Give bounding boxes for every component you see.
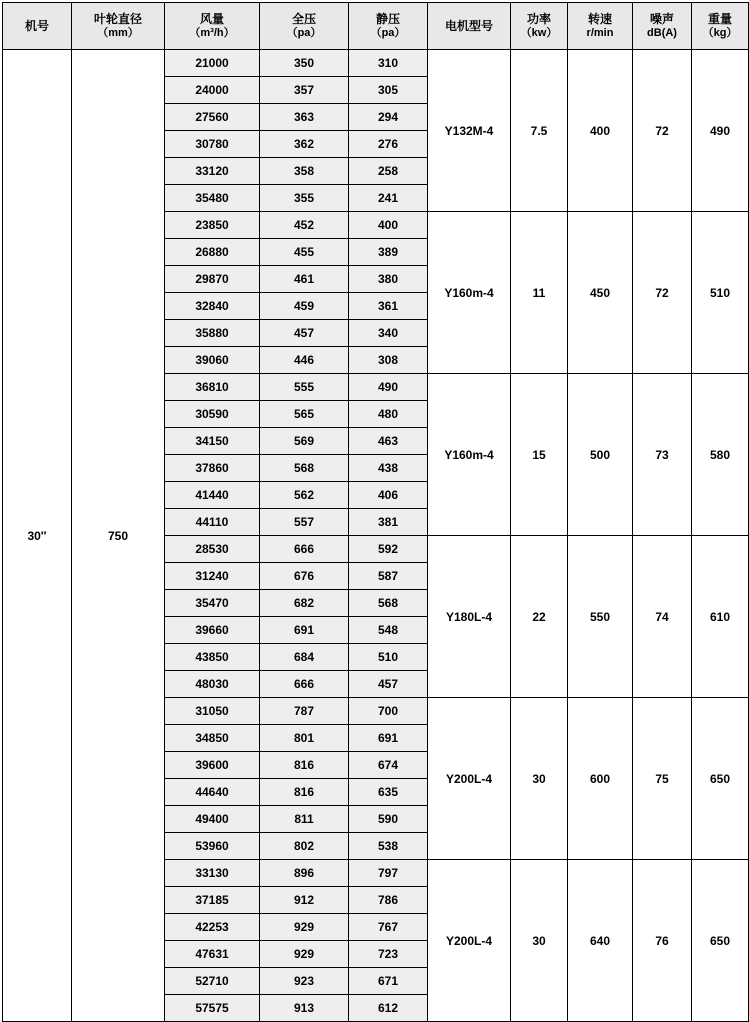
cell-machine-no: 30″ (3, 50, 72, 1022)
header-static-pressure-main: 静压 (375, 11, 400, 26)
cell-noise: 74 (633, 536, 692, 698)
cell-total-pressure: 452 (260, 212, 349, 239)
cell-static-pressure: 590 (349, 806, 428, 833)
header-noise (633, 3, 692, 50)
cell-flow: 26880 (165, 239, 260, 266)
header-total-pressure-sub: （pa） (286, 26, 322, 39)
cell-total-pressure: 923 (260, 968, 349, 995)
cell-noise: 76 (633, 860, 692, 1022)
cell-flow: 52710 (165, 968, 260, 995)
header-motor-model-main: 电机型号 (444, 18, 493, 33)
cell-flow: 34850 (165, 725, 260, 752)
cell-flow: 34150 (165, 428, 260, 455)
cell-speed: 400 (568, 50, 633, 212)
cell-total-pressure: 666 (260, 536, 349, 563)
cell-flow: 30590 (165, 401, 260, 428)
cell-flow: 43850 (165, 644, 260, 671)
cell-total-pressure: 684 (260, 644, 349, 671)
cell-static-pressure: 294 (349, 104, 428, 131)
cell-flow: 27560 (165, 104, 260, 131)
cell-static-pressure: 361 (349, 293, 428, 320)
header-weight-main: 重量 (707, 11, 732, 26)
cell-static-pressure: 406 (349, 482, 428, 509)
cell-total-pressure: 562 (260, 482, 349, 509)
cell-noise: 72 (633, 50, 692, 212)
cell-flow: 29870 (165, 266, 260, 293)
cell-weight: 650 (692, 698, 749, 860)
cell-total-pressure: 568 (260, 455, 349, 482)
cell-total-pressure: 565 (260, 401, 349, 428)
cell-static-pressure: 381 (349, 509, 428, 536)
header-static-pressure (349, 3, 428, 50)
cell-flow: 39060 (165, 347, 260, 374)
table-body (3, 50, 749, 1022)
cell-total-pressure: 457 (260, 320, 349, 347)
cell-total-pressure: 557 (260, 509, 349, 536)
cell-total-pressure: 555 (260, 374, 349, 401)
header-speed-main: 转速 (587, 11, 612, 26)
cell-power: 30 (511, 698, 568, 860)
cell-static-pressure: 723 (349, 941, 428, 968)
cell-static-pressure: 671 (349, 968, 428, 995)
cell-static-pressure: 340 (349, 320, 428, 347)
cell-static-pressure: 700 (349, 698, 428, 725)
cell-flow: 28530 (165, 536, 260, 563)
header-flow-sub: （m³/h） (189, 26, 235, 39)
cell-flow: 35470 (165, 590, 260, 617)
cell-static-pressure: 389 (349, 239, 428, 266)
cell-static-pressure: 674 (349, 752, 428, 779)
cell-motor-model: Y160m-4 (428, 212, 511, 374)
cell-total-pressure: 682 (260, 590, 349, 617)
header-motor-model (428, 3, 511, 50)
cell-total-pressure: 929 (260, 941, 349, 968)
header-impeller-diameter-sub: （mm） (97, 26, 139, 39)
cell-flow: 39600 (165, 752, 260, 779)
cell-total-pressure: 358 (260, 158, 349, 185)
cell-flow: 36810 (165, 374, 260, 401)
cell-total-pressure: 816 (260, 779, 349, 806)
cell-flow: 35880 (165, 320, 260, 347)
header-speed-sub: r/min (586, 26, 614, 39)
cell-static-pressure: 587 (349, 563, 428, 590)
cell-speed: 450 (568, 212, 633, 374)
cell-weight: 580 (692, 374, 749, 536)
cell-static-pressure: 380 (349, 266, 428, 293)
cell-total-pressure: 816 (260, 752, 349, 779)
cell-noise: 75 (633, 698, 692, 860)
cell-flow: 23850 (165, 212, 260, 239)
cell-power: 30 (511, 860, 568, 1022)
spec-sheet (0, 2, 738, 1015)
cell-static-pressure: 305 (349, 77, 428, 104)
cell-motor-model: Y200L-4 (428, 698, 511, 860)
header-impeller-diameter-main: 叶轮直径 (93, 11, 142, 26)
cell-weight: 490 (692, 50, 749, 212)
cell-total-pressure: 929 (260, 914, 349, 941)
cell-flow: 44110 (165, 509, 260, 536)
cell-speed: 500 (568, 374, 633, 536)
cell-static-pressure: 548 (349, 617, 428, 644)
cell-static-pressure: 612 (349, 995, 428, 1022)
cell-motor-model: Y180L-4 (428, 536, 511, 698)
cell-speed: 640 (568, 860, 633, 1022)
cell-static-pressure: 635 (349, 779, 428, 806)
cell-flow: 42253 (165, 914, 260, 941)
cell-total-pressure: 459 (260, 293, 349, 320)
cell-weight: 510 (692, 212, 749, 374)
cell-weight: 650 (692, 860, 749, 1022)
cell-flow: 24000 (165, 77, 260, 104)
cell-static-pressure: 438 (349, 455, 428, 482)
header-total-pressure-main: 全压 (291, 11, 316, 26)
cell-flow: 49400 (165, 806, 260, 833)
cell-total-pressure: 569 (260, 428, 349, 455)
cell-total-pressure: 691 (260, 617, 349, 644)
cell-noise: 73 (633, 374, 692, 536)
header-impeller-diameter (72, 3, 165, 50)
cell-speed: 550 (568, 536, 633, 698)
cell-static-pressure: 568 (349, 590, 428, 617)
cell-flow: 37185 (165, 887, 260, 914)
header-power (511, 3, 568, 50)
cell-static-pressure: 457 (349, 671, 428, 698)
cell-static-pressure: 241 (349, 185, 428, 212)
cell-flow: 44640 (165, 779, 260, 806)
cell-static-pressure: 786 (349, 887, 428, 914)
cell-flow: 41440 (165, 482, 260, 509)
cell-flow: 30780 (165, 131, 260, 158)
cell-static-pressure: 463 (349, 428, 428, 455)
cell-static-pressure: 310 (349, 50, 428, 77)
cell-flow: 35480 (165, 185, 260, 212)
cell-total-pressure: 461 (260, 266, 349, 293)
cell-flow: 33130 (165, 860, 260, 887)
fan-specification-table (2, 2, 749, 1022)
cell-total-pressure: 362 (260, 131, 349, 158)
header-power-main: 功率 (526, 11, 551, 26)
cell-total-pressure: 363 (260, 104, 349, 131)
cell-weight: 610 (692, 536, 749, 698)
cell-total-pressure: 802 (260, 833, 349, 860)
header-weight-sub: （kg） (702, 26, 738, 39)
cell-static-pressure: 592 (349, 536, 428, 563)
cell-power: 7.5 (511, 50, 568, 212)
cell-static-pressure: 490 (349, 374, 428, 401)
cell-total-pressure: 801 (260, 725, 349, 752)
header-static-pressure-sub: （pa） (370, 26, 406, 39)
cell-motor-model: Y132M-4 (428, 50, 511, 212)
header-flow-main: 风量 (199, 11, 224, 26)
cell-static-pressure: 510 (349, 644, 428, 671)
cell-flow: 33120 (165, 158, 260, 185)
cell-motor-model: Y200L-4 (428, 860, 511, 1022)
cell-total-pressure: 350 (260, 50, 349, 77)
cell-flow: 21000 (165, 50, 260, 77)
cell-static-pressure: 480 (349, 401, 428, 428)
table-header (3, 3, 749, 50)
cell-total-pressure: 913 (260, 995, 349, 1022)
cell-static-pressure: 767 (349, 914, 428, 941)
cell-total-pressure: 896 (260, 860, 349, 887)
cell-flow: 37860 (165, 455, 260, 482)
header-total-pressure (260, 3, 349, 50)
cell-power: 22 (511, 536, 568, 698)
header-speed (568, 3, 633, 50)
header-power-sub: （kw） (520, 26, 558, 39)
header-machine-no-main: 机号 (24, 18, 49, 33)
cell-static-pressure: 797 (349, 860, 428, 887)
cell-static-pressure: 308 (349, 347, 428, 374)
cell-total-pressure: 355 (260, 185, 349, 212)
cell-flow: 31240 (165, 563, 260, 590)
cell-total-pressure: 676 (260, 563, 349, 590)
cell-flow: 57575 (165, 995, 260, 1022)
header-flow (165, 3, 260, 50)
cell-power: 11 (511, 212, 568, 374)
cell-static-pressure: 258 (349, 158, 428, 185)
cell-total-pressure: 787 (260, 698, 349, 725)
cell-flow: 39660 (165, 617, 260, 644)
table-row (3, 50, 749, 77)
cell-total-pressure: 357 (260, 77, 349, 104)
cell-impeller-diameter: 750 (72, 50, 165, 1022)
cell-flow: 31050 (165, 698, 260, 725)
header-row (3, 3, 749, 50)
cell-noise: 72 (633, 212, 692, 374)
cell-power: 15 (511, 374, 568, 536)
cell-total-pressure: 455 (260, 239, 349, 266)
cell-flow: 53960 (165, 833, 260, 860)
cell-static-pressure: 276 (349, 131, 428, 158)
cell-static-pressure: 400 (349, 212, 428, 239)
header-machine-no (3, 3, 72, 50)
cell-total-pressure: 666 (260, 671, 349, 698)
cell-static-pressure: 538 (349, 833, 428, 860)
cell-static-pressure: 691 (349, 725, 428, 752)
cell-total-pressure: 446 (260, 347, 349, 374)
cell-motor-model: Y160m-4 (428, 374, 511, 536)
cell-speed: 600 (568, 698, 633, 860)
cell-flow: 48030 (165, 671, 260, 698)
cell-total-pressure: 912 (260, 887, 349, 914)
header-noise-main: 噪声 (649, 11, 674, 26)
header-weight (692, 3, 749, 50)
cell-flow: 47631 (165, 941, 260, 968)
header-noise-sub: dB(A) (647, 26, 677, 39)
cell-total-pressure: 811 (260, 806, 349, 833)
cell-flow: 32840 (165, 293, 260, 320)
